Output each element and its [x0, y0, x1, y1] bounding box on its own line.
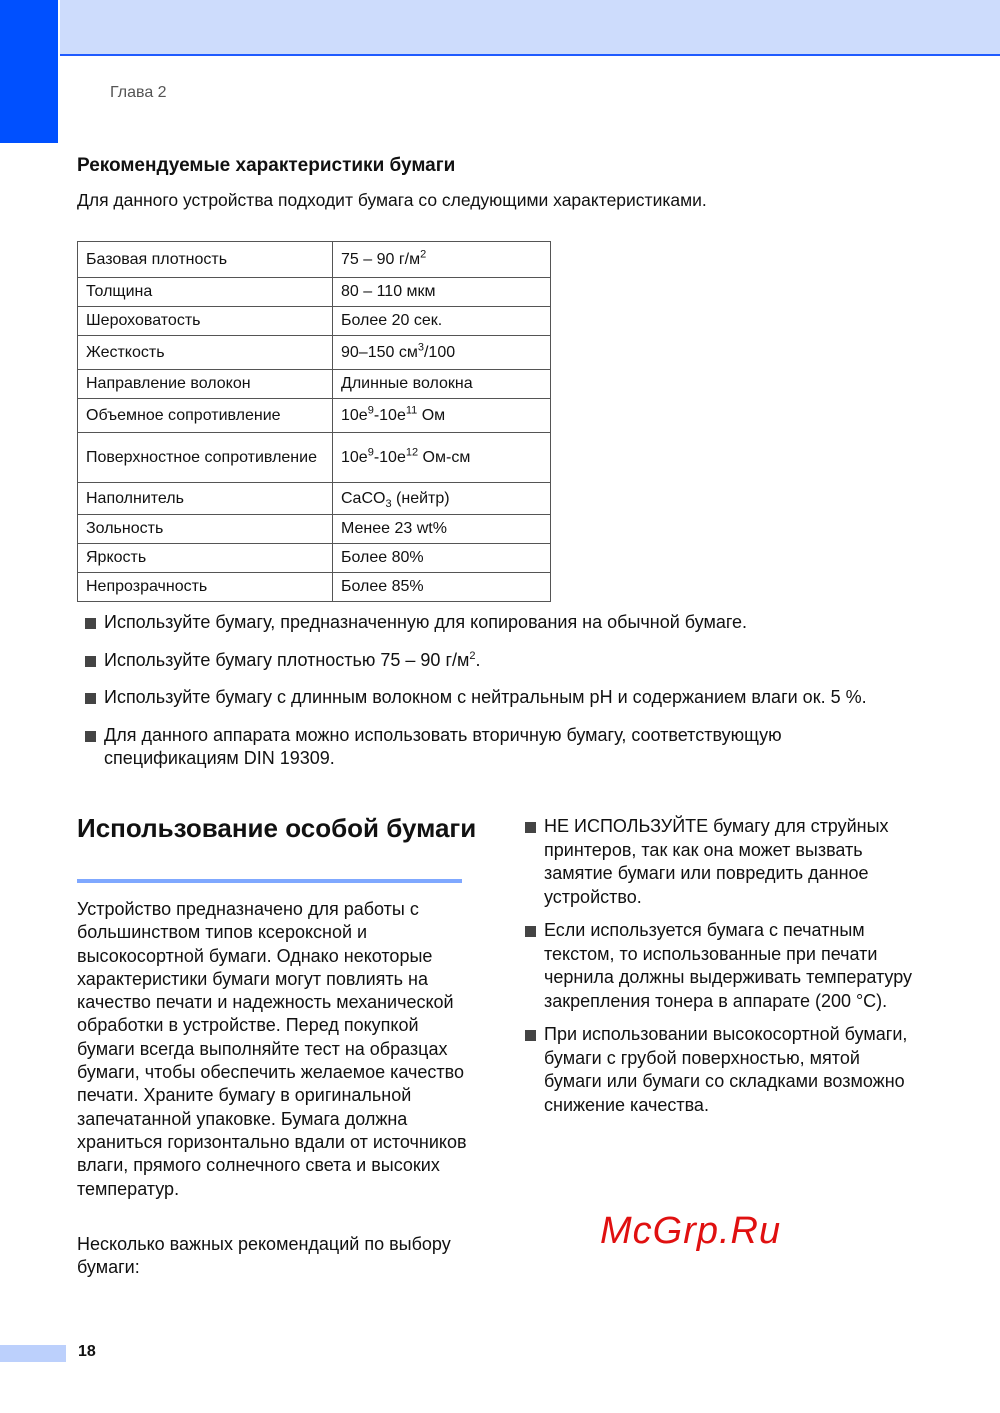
property-name: Жесткость — [78, 336, 333, 370]
table-row — [78, 399, 551, 433]
list-item — [77, 686, 907, 710]
value-text: 10e — [341, 406, 368, 424]
list-item — [517, 919, 917, 1013]
property-name: Базовая плотность — [78, 242, 333, 278]
property-name: Объемное сопротивление — [78, 399, 333, 433]
intro-text: Для данного устройства подходит бумага со следующими характеристиками. — [77, 190, 707, 210]
bullet-icon — [525, 822, 536, 833]
bullet-icon — [85, 656, 96, 667]
table-row — [78, 242, 551, 278]
list-item — [77, 649, 907, 673]
property-value — [333, 399, 551, 433]
value-text: Более 85% — [341, 578, 424, 595]
list-item-text: При использовании высокосортной бумаги, бумаги с грубой поверхностью, мятой бумаги или бумаги со складками возможно снижение качества. — [544, 1024, 908, 1115]
value-text: Менее 23 wt% — [341, 520, 447, 537]
value-text: Ом — [417, 406, 446, 424]
footer-bar — [0, 1345, 66, 1362]
property-value — [333, 278, 551, 307]
property-value — [333, 483, 551, 515]
value-text: /100 — [423, 343, 456, 361]
table-row — [78, 573, 551, 602]
table-row — [78, 336, 551, 370]
recommendations-list — [77, 611, 907, 785]
property-value — [333, 242, 551, 278]
superscript: 2 — [469, 649, 476, 662]
list-item-text: Для данного аппарата можно использовать вторичную бумагу, соответствующую спецификациям DIN 19309. — [104, 724, 782, 768]
list-item-text: НЕ ИСПОЛЬЗУЙТЕ бумагу для струйных принтеров, так как она может вызвать замятие бумаги или повредить данное устройство. — [544, 816, 889, 907]
superscript: 9 — [367, 446, 374, 459]
list-item-text: Если используется бумага с печатным текстом, то использованные при печати чернила должны выдерживать температуру закрепления тонера в аппарате (200 °C). — [544, 920, 913, 1011]
property-name: Толщина — [78, 278, 333, 307]
body-paragraph: Несколько важных рекомендаций по выбору бумаги: — [77, 1234, 451, 1278]
value-text: 90–150 см — [341, 343, 418, 361]
superscript: 12 — [405, 446, 419, 459]
property-value — [333, 544, 551, 573]
property-name: Направление волокон — [78, 370, 333, 399]
section-heading: Рекомендуемые характеристики бумаги — [77, 155, 456, 176]
table-row — [78, 307, 551, 336]
list-item-text: Используйте бумагу плотностью 75 – 90 г/м — [104, 649, 470, 670]
list-item — [77, 611, 907, 635]
superscript: 3 — [417, 341, 424, 354]
list-item — [77, 724, 907, 771]
chapter-label: Глава 2 — [110, 84, 167, 101]
value-text: 10e — [341, 448, 368, 466]
value-text: 75 – 90 г/м — [341, 250, 421, 268]
value-text: -10e — [373, 406, 406, 424]
list-item-text: Используйте бумагу с длинным волокном с нейтральным pH и содержанием влаги ок. 5 %. — [104, 687, 867, 707]
property-value — [333, 573, 551, 602]
property-value — [333, 370, 551, 399]
section-title: Использование особой бумаги — [77, 813, 477, 843]
list-item — [517, 1023, 917, 1117]
header-band — [60, 0, 1000, 56]
paper-spec-table — [77, 241, 551, 602]
page-number: 18 — [78, 1343, 96, 1360]
property-value — [333, 515, 551, 544]
property-value — [333, 307, 551, 336]
property-value — [333, 433, 551, 483]
property-name: Зольность — [78, 515, 333, 544]
list-item-text: Используйте бумагу, предназначенную для копирования на обычной бумаге. — [104, 612, 748, 632]
table-row — [78, 278, 551, 307]
chapter-tab — [0, 0, 58, 143]
list-item — [517, 815, 917, 909]
table-row — [78, 483, 551, 515]
watermark: McGrp.Ru — [600, 1210, 782, 1252]
property-name: Непрозрачность — [78, 573, 333, 602]
table-row — [78, 370, 551, 399]
superscript: 9 — [367, 404, 374, 417]
table-row — [78, 433, 551, 483]
list-item-tail: . — [475, 649, 481, 670]
title-underline — [77, 879, 462, 883]
value-text: (нейтр) — [391, 489, 450, 507]
property-value — [333, 336, 551, 370]
subscript: 3 — [385, 497, 392, 510]
table-row — [78, 515, 551, 544]
property-name: Поверхностное сопротивление — [78, 433, 333, 483]
value-text: CaCO — [341, 489, 386, 507]
bullet-icon — [85, 618, 96, 629]
value-text: Длинные волокна — [341, 375, 473, 392]
property-name: Наполнитель — [78, 483, 333, 515]
value-text: 80 – 110 мкм — [341, 283, 436, 300]
property-name: Шероховатость — [78, 307, 333, 336]
bullet-icon — [525, 1030, 536, 1041]
value-text: Более 20 сек. — [341, 312, 443, 329]
special-paper-list — [517, 815, 917, 1127]
value-text: Ом-см — [418, 448, 471, 466]
bullet-icon — [85, 693, 96, 704]
bullet-icon — [85, 731, 96, 742]
value-text: Более 80% — [341, 549, 424, 566]
body-paragraph: Устройство предназначено для работы с большинством типов ксероксной и высокосортной бумаги. Однако некоторые характеристики бумаги могут повлиять на качество печати и надежность механической обработки в устройстве. Перед покупкой бумаги всегда выполняйте тест на образцах бумаги, чтобы обеспечить желаемое качество печати. Храните бумагу в оригинальной запечатанной упаковке. Бумага должна храниться горизонтально вдали от источников влаги, прямого солнечного света и высоких температур. — [77, 899, 467, 1199]
value-text: -10e — [373, 448, 406, 466]
superscript: 2 — [420, 248, 427, 261]
bullet-icon — [525, 926, 536, 937]
property-name: Яркость — [78, 544, 333, 573]
table-row — [78, 544, 551, 573]
superscript: 11 — [405, 404, 418, 417]
